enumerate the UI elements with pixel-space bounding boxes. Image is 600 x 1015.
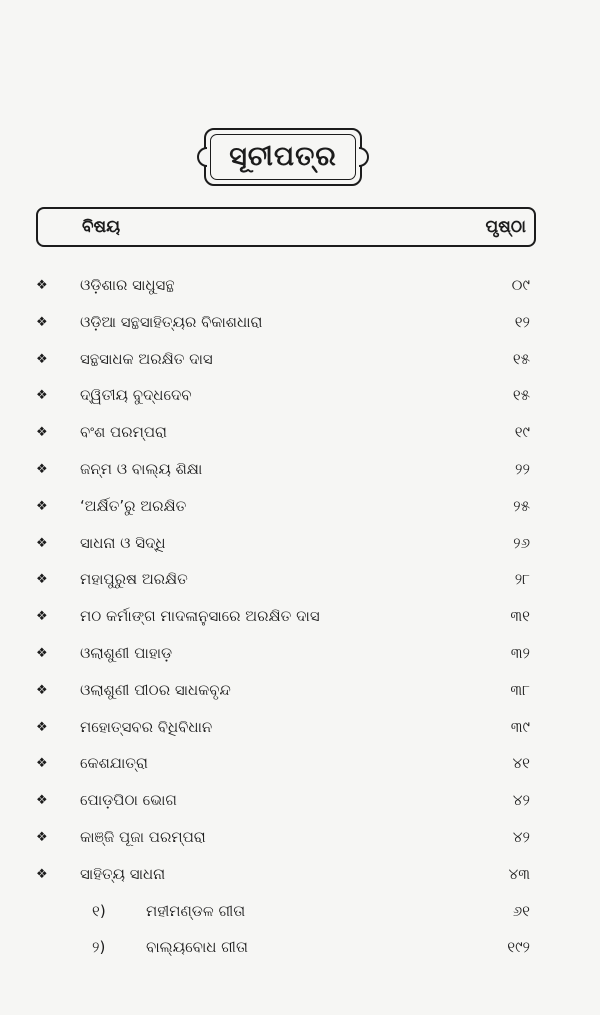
toc-entry[interactable]: [0, 824, 600, 861]
toc-entry[interactable]: [0, 714, 600, 751]
diamond-bullet-icon: ❖: [36, 609, 48, 625]
toc-entry-page: ୧୨: [514, 312, 530, 331]
diamond-bullet-icon: ❖: [36, 572, 48, 588]
toc-sub-entry-title: ବାଲ୍ୟବୋଧ ଗୀତା: [146, 938, 248, 957]
toc-entry[interactable]: [0, 750, 600, 787]
toc-entry-title: ଓଡ଼ିଶାର ସାଧୁସନ୍ଥ: [80, 276, 175, 294]
toc-sub-entry[interactable]: [0, 898, 600, 935]
toc-entry[interactable]: [0, 787, 600, 824]
toc-entry-page: ୩୮: [510, 680, 530, 699]
toc-entry-page: ୧୫: [512, 349, 530, 368]
diamond-bullet-icon: ❖: [36, 278, 48, 293]
toc-entry-title: ଓଡ଼ିଆ ସନ୍ଥସାହିତ୍ୟର ବିକାଶଧାରା: [80, 312, 263, 331]
page-column-header: ପୃଷ୍ଠା: [485, 217, 526, 237]
toc-sub-entry-title: ମହୀମଣ୍ଡଳ ଗୀତା: [146, 901, 246, 920]
toc-entry-page: ୨୨: [515, 459, 530, 478]
toc-entry-title: ଜନ୍ମ ଓ ବାଲ୍ୟ ଶିକ୍ଷା: [80, 459, 203, 478]
toc-entry-title: ମହୋତ୍ସବର ବିଧିବିଧାନ: [80, 717, 213, 736]
toc-entry-page: ୨୮: [514, 570, 530, 589]
toc-entry-page: ୧୫: [512, 386, 530, 405]
toc-sub-entry-number: ୨): [92, 938, 106, 957]
toc-entry[interactable]: [0, 566, 600, 603]
toc-entry-title: ସାହିତ୍ୟ ସାଧନା: [80, 864, 166, 883]
toc-entry-title: ସାଧନା ଓ ସିଦ୍ଧି: [80, 533, 166, 552]
toc-entry[interactable]: [0, 861, 600, 898]
toc-entry-page: ୪୨: [512, 791, 530, 810]
toc-entry-title: ଓଲାଶୁଣୀ ପୀଠର ସାଧକବୃନ୍ଦ: [80, 680, 231, 699]
diamond-bullet-icon: ❖: [36, 498, 48, 514]
diamond-bullet-icon: ❖: [36, 719, 48, 735]
toc-entry[interactable]: [0, 493, 600, 530]
toc-entry[interactable]: [0, 346, 600, 383]
toc-entry-page: ୨୬: [513, 533, 530, 552]
diamond-bullet-icon: ❖: [36, 351, 48, 367]
toc-entry-title: ମହାପୁରୁଷ ଅରକ୍ଷିତ: [80, 570, 188, 589]
title-frame: [204, 128, 362, 186]
diamond-bullet-icon: ❖: [36, 645, 48, 661]
toc-entry-title: ପୋଡ଼ପିଠା ଭୋଗ: [80, 791, 177, 810]
toc-entry-title: ‘ଅର୍କ୍ଷିତ’ରୁ ଅରକ୍ଷିତ: [80, 496, 187, 515]
toc-entry-title: ସନ୍ଥସାଧକ ଅରକ୍ଷିତ ଦାସ: [80, 349, 213, 368]
toc-entry[interactable]: [0, 272, 600, 309]
toc-entry-page: ୪୨: [512, 827, 530, 846]
diamond-bullet-icon: ❖: [36, 314, 48, 330]
toc-entry-title: ବଂଶ ପରମ୍ପରା: [80, 423, 167, 442]
toc-entry[interactable]: [0, 419, 600, 456]
toc-entry-page: ୩୯: [510, 717, 530, 736]
toc-entry-page: ୦୯: [511, 276, 530, 294]
diamond-bullet-icon: ❖: [36, 829, 48, 845]
toc-entry-page: ୪୩: [508, 864, 530, 883]
toc-entry[interactable]: [0, 530, 600, 567]
diamond-bullet-icon: ❖: [36, 461, 48, 477]
toc-entry-page: ୩୨: [510, 643, 530, 662]
toc-entry-title: ମଠ କର୍ମାଙ୍ଗ ମାଦଳାନୁସାରେ ଅରକ୍ଷିତ ଦାସ: [80, 607, 320, 626]
toc-sub-entry-page: ୬୧: [512, 901, 530, 920]
diamond-bullet-icon: ❖: [36, 388, 48, 404]
toc-entry-title: କାଞ୍ଜି ପୂଜା ପରମ୍ପରା: [80, 827, 206, 846]
diamond-bullet-icon: ❖: [36, 535, 48, 551]
diamond-bullet-icon: ❖: [36, 425, 48, 441]
toc-header: [36, 207, 536, 247]
toc-entry-page: ୨୫: [513, 496, 530, 515]
toc-entry[interactable]: [0, 456, 600, 493]
toc-entry-page: ୪୧: [512, 754, 530, 773]
diamond-bullet-icon: ❖: [36, 756, 48, 772]
toc-entry[interactable]: [0, 640, 600, 677]
toc-entry-title: ଓଲାଶୁଣୀ ପାହାଡ଼: [80, 643, 173, 662]
toc-sub-entry-number: ୧): [92, 901, 106, 920]
toc-entry[interactable]: [0, 603, 600, 640]
toc-entry[interactable]: [0, 382, 600, 419]
toc-list: [0, 272, 600, 971]
toc-entry[interactable]: [0, 309, 600, 346]
diamond-bullet-icon: ❖: [36, 866, 48, 882]
toc-sub-entry-page: ୧୯୨: [507, 938, 530, 957]
page-title: ସୂଚୀପତ୍ର: [210, 134, 356, 180]
subject-column-header: ବିଷୟ: [82, 217, 121, 237]
diamond-bullet-icon: ❖: [36, 793, 48, 809]
toc-entry[interactable]: [0, 677, 600, 714]
toc-entry-page: ୩୧: [510, 607, 530, 626]
toc-entry-title: କେଶଯାତ୍ରା: [80, 754, 148, 773]
toc-entry-page: ୧୯: [514, 423, 530, 442]
toc-entry-title: ଦ୍ୱିତୀୟ ବୁଦ୍ଧଦେବ: [80, 386, 192, 405]
toc-sub-entry[interactable]: [0, 934, 600, 971]
diamond-bullet-icon: ❖: [36, 682, 48, 698]
